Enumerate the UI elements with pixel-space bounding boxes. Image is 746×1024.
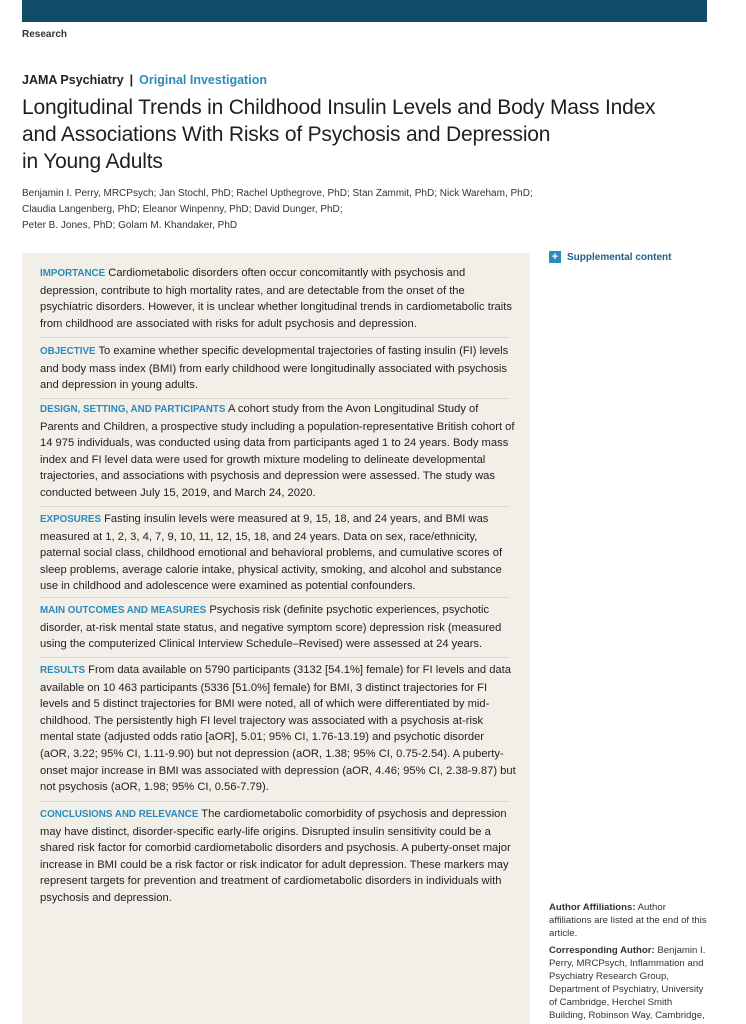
section-text: Psychosis risk (definite psychotic experiences, psychotic disorder, at-risk mental state status, and negative symptom score) depression risk (measured using the computerized Clinical Interview Schedule–Revised) were assessed at 24 years. [40,604,502,651]
author-line[interactable]: Benjamin I. Perry, MRCPsych; Jan Stochl, PhD; Rachel Upthegrove, PhD; Stan Zammit, PhD; Nick Wareham, PhD; [22,188,533,199]
section-heading: EXPOSURES [40,514,101,525]
abstract-box [22,253,530,1024]
section-heading: IMPORTANCE [40,268,106,279]
affiliations-text: Author affiliations are listed at the end of this article. [549,902,707,939]
section-heading: OBJECTIVE [40,346,96,357]
section-label: Research [22,29,68,40]
section-text: To examine whether specific developmental trajectories of fasting insulin (FI) levels and body mass index (BMI) from early childhood were longitudinally associated with psychosis and depression in young adults. [40,345,509,392]
author-line[interactable]: Claudia Langenberg, PhD; Eleanor Winpenny, PhD; David Dunger, PhD; [22,204,343,215]
divider [40,337,510,338]
author-line[interactable]: Peter B. Jones, PhD; Golam M. Khandaker, PhD [22,220,238,231]
author-list [22,186,542,234]
journal-separator: | [129,73,134,87]
section-text: A cohort study from the Avon Longitudinal Study of Parents and Children, a prospective study including a population-representative British cohort of 14 975 individuals, was conducted using data from participants aged 1 to 24 years. Body mass index and FI level data were used for growth mixture modeling to delineate developmental trajectories, and associations with psychosis and depression were assessed. The study was conducted between July 15, 2019, and March 24, 2020. [40,403,515,499]
section-heading: DESIGN, SETTING, AND PARTICIPANTS [40,404,226,415]
title-line: Longitudinal Trends in Childhood Insulin Levels and Body Mass Index [22,96,656,119]
section-heading: RESULTS [40,665,85,676]
section-heading: CONCLUSIONS AND RELEVANCE [40,809,199,820]
abstract-conclusions [40,806,516,907]
divider [40,597,510,598]
abstract-importance [40,265,516,332]
divider [40,506,510,507]
plus-icon: + [549,251,561,263]
abstract-design [40,401,516,502]
journal-name[interactable]: JAMA Psychiatry [22,73,124,87]
corresponding-text: Benjamin I. Perry, MRCPsych, Inflammation and Psychiatry Research Group, Department of Psychiatry, University of Cambridge, Herchel Smith Building, Robinson Way, Cambridge, [549,945,706,1021]
section-text: From data available on 5790 participants (3132 [54.1%] female) for FI levels and data available on 10 463 participants (5336 [51.0%] female) for BMI, 3 distinct trajectories for FI levels and 5 distinct trajectories for BMI were noted, all of which were differentiated by mid-childhood. The persistently high FI level trajectory was associated with a psychosis at-risk mental state (adjusted odds ratio [aOR], 5.01; 95% CI, 1.76-13.19) and psychotic disorder (aOR, 3.22; 95% CI, 1.11-9.90) but not depression (aOR, 1.38; 95% CI, 0.75-2.54). A puberty-onset major increase in BMI was associated with depression (aOR, 4.46; 95% CI, 2.38-9.87) but not psychosis (aOR, 1.98; 95% CI, 0.56-7.79). [40,664,516,794]
title-line: in Young Adults [22,150,163,173]
corresponding-label: Corresponding Author: [549,945,655,956]
affiliations-label: Author Affiliations: [549,902,636,913]
section-text: The cardiometabolic comorbidity of psychosis and depression may have distinct, disorder-specific early-life origins. Disrupted insulin sensitivity could be a shared risk factor for comorbid cardiometabolic disorders and psychosis. A puberty-onset major increase in BMI could be a risk factor or risk indicator for adult depression. These markers may represent targets for prevention and treatment of cardiometabolic disorders in individuals with psychosis and depression. [40,808,511,904]
section-text: Cardiometabolic disorders often occur concomitantly with psychosis and depression, contribute to high mortality rates, and are detectable from the onset of the psychiatric disorders. However, it is unclear whether longitudinal trends in cardiometabolic traits from childhood are associated with risks for adult psychosis and depression. [40,267,512,330]
abstract-outcomes [40,602,516,653]
top-bar [22,0,707,22]
abstract-results [40,662,516,796]
divider [40,398,510,399]
divider [40,801,510,802]
article-title [22,94,702,175]
abstract-objective [40,343,516,394]
section-text: Fasting insulin levels were measured at 9, 15, 18, and 24 years, and BMI was measured at 1, 2, 3, 4, 7, 9, 10, 11, 12, 15, 18, and 24 years. Data on sex, race/ethnicity, paternal social class, childhood emotional and behavioral problems, and cumulative scores of sleep problems, average calorie intake, physical activity, smoking, and alcohol and substance use in childhood and adolescence were examined as potential confounders. [40,513,503,593]
journal-line [22,73,267,87]
supplemental-label[interactable]: Supplemental content [567,251,672,263]
author-affiliations [549,901,709,940]
section-heading: MAIN OUTCOMES AND MEASURES [40,605,207,616]
article-type: Original Investigation [139,73,267,87]
corresponding-author [549,944,709,1022]
abstract-exposures [40,511,516,595]
supplemental-content-link[interactable] [549,251,671,263]
title-line: and Associations With Risks of Psychosis and Depression [22,123,551,146]
divider [40,657,510,658]
